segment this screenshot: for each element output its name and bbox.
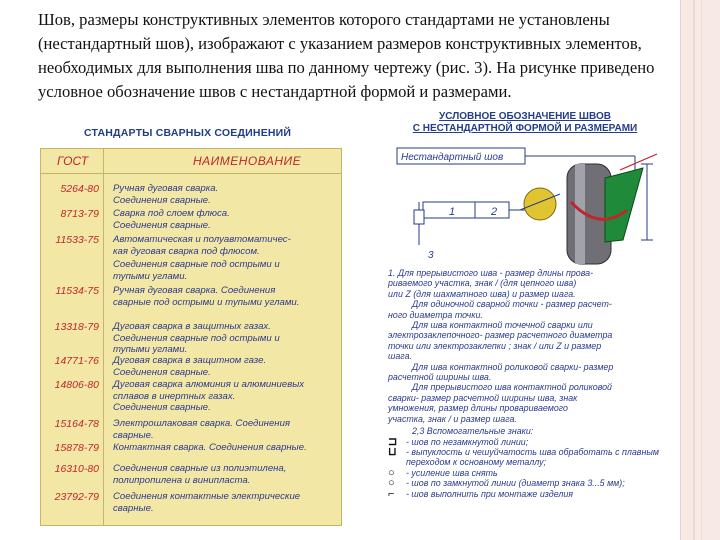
name-line: Дуговая сварка в защитном газе. bbox=[113, 355, 267, 366]
gost-name bbox=[113, 442, 339, 454]
symbols-title bbox=[410, 111, 640, 135]
aux-item-text: - шов по незамкнутой линии; bbox=[406, 436, 529, 447]
standards-table bbox=[40, 148, 342, 526]
gost-code: 14771-76 bbox=[54, 355, 99, 367]
note-line: Для прерывистого шва контактной роликовой bbox=[412, 382, 612, 393]
note-line: Для шва контактной роликовой сварки- размер bbox=[412, 361, 614, 372]
note-line: электрозаклепочного- размер расчетного диаметра bbox=[388, 330, 613, 341]
header-gost: ГОСТ bbox=[57, 154, 89, 168]
name-line: полипропилена и винипласта. bbox=[113, 474, 251, 486]
note-line: расчетной ширины шва. bbox=[388, 372, 492, 383]
gost-name bbox=[113, 234, 339, 257]
gost-name bbox=[113, 418, 339, 441]
aux-item-text: - выпуклость и чешуйчатость шва обработать с плавным переходом к основному металлу; bbox=[406, 446, 659, 468]
gost-code: 16310-80 bbox=[54, 463, 99, 475]
aux-item-text: - шов выполнить при монтаже изделия bbox=[406, 488, 574, 499]
gost-name bbox=[113, 491, 339, 514]
callout-2: 2 bbox=[491, 206, 498, 218]
aux-item bbox=[388, 437, 673, 447]
note-line: риваемого участка, знак / (для цепного шва) bbox=[388, 278, 577, 289]
note-line: Для шва контактной точечной сварки или bbox=[412, 320, 593, 331]
gost-name bbox=[113, 285, 339, 308]
name-line: тупыми углами. bbox=[113, 344, 188, 355]
name-line: тупыми углами. bbox=[113, 270, 188, 282]
border-rule-thin bbox=[701, 0, 702, 540]
pipe-body bbox=[567, 164, 611, 264]
symbols-title-line: С НЕСТАНДАРТНОЙ ФОРМОЙ И РАЗМЕРАМИ bbox=[412, 123, 638, 134]
standards-title: СТАНДАРТЫ СВАРНЫХ СОЕДИНЕНИЙ bbox=[84, 127, 292, 139]
label-box-text: Нестандартный шов bbox=[401, 152, 504, 163]
note-line: умножения, размер длины провариваемого bbox=[388, 403, 568, 414]
intro-paragraph: Шов, размеры конструктивных элементов которого стандартами не установлены (нестандартный шов), изображают с указанием размеров конструктивных элементов, необходимых для выполнения шва по данному чертежу (рис. 3). На рисунке приведено условное обозначение швов с нестандартной формой и размерами. bbox=[38, 10, 655, 101]
name-line: кая дуговая сварка под флюсом. bbox=[113, 245, 260, 257]
symbols-title-line: УСЛОВНОЕ ОБОЗНАЧЕНИЕ ШВОВ bbox=[439, 111, 611, 122]
aux-title: 2,3 Вспомогательные знаки: bbox=[412, 426, 534, 437]
name-line: сварные. bbox=[113, 429, 154, 441]
note-line: или Z (для шахматного шва) и размер шага. bbox=[388, 288, 576, 299]
field-weld-icon: ⌐ bbox=[388, 487, 395, 500]
name-line: сварные. bbox=[113, 502, 154, 514]
gost-code: 5264-80 bbox=[60, 183, 99, 195]
name-line: Соединения сварные под острыми и bbox=[113, 332, 280, 344]
gost-code: 15878-79 bbox=[54, 442, 99, 454]
gost-name bbox=[113, 183, 339, 206]
symbol-notes bbox=[388, 268, 673, 499]
note-line: участка, знак / и размер шага. bbox=[388, 413, 517, 424]
name-line: Соединения сварные из полиэтилена, bbox=[113, 463, 287, 474]
remove-reinforcement-icon: ○ bbox=[388, 466, 395, 479]
name-line: Автоматическая и полуавтоматичес- bbox=[113, 234, 291, 245]
gost-code: 14806-80 bbox=[54, 379, 99, 391]
aux-item bbox=[388, 468, 673, 478]
name-line: Соединения сварные. bbox=[113, 194, 211, 206]
gost-name bbox=[113, 208, 339, 231]
name-line: сплавов в инертных газах. bbox=[113, 390, 236, 402]
note-line: ного диаметра точки. bbox=[388, 309, 483, 320]
note-line: сварки- размер расчетной ширины шва, знак bbox=[388, 392, 578, 403]
gost-name bbox=[113, 379, 339, 414]
weld-circle-symbol bbox=[524, 188, 556, 220]
aux-item bbox=[388, 489, 673, 499]
name-line: Соединения сварные. bbox=[113, 366, 211, 378]
border-rule bbox=[693, 0, 695, 540]
note-line: точки или электрозаклепки ; знак / или Z и размер bbox=[388, 340, 602, 351]
gost-code: 8713-79 bbox=[60, 208, 99, 220]
name-line: Ручная дуговая сварка. bbox=[113, 183, 219, 194]
name-line: Электрошлаковая сварка. Соединения bbox=[113, 418, 291, 429]
callout-3: 3 bbox=[428, 250, 434, 261]
note-line: 1. Для прерывистого шва - размер длины прова- bbox=[388, 268, 594, 278]
gost-name bbox=[113, 463, 339, 486]
gost-code: 11533-75 bbox=[55, 234, 99, 246]
note-line: шага. bbox=[388, 351, 412, 362]
gost-name bbox=[113, 259, 339, 282]
weld-bead bbox=[605, 168, 643, 242]
name-line: Соединения сварные под острыми и bbox=[113, 259, 280, 270]
callout-1: 1 bbox=[449, 206, 456, 218]
table-header bbox=[41, 149, 341, 174]
gost-name bbox=[113, 355, 339, 378]
aux-item bbox=[388, 478, 673, 488]
gost-code: 13318-79 bbox=[54, 321, 99, 333]
aux-item-text: - шов по замкнутой линии (диаметр знака 3...5 мм); bbox=[406, 478, 625, 489]
name-line: Дуговая сварка в защитных газах. bbox=[113, 321, 271, 332]
gost-name bbox=[113, 321, 339, 356]
aux-sign-box bbox=[414, 210, 424, 224]
name-line: Сварка под слоем флюса. bbox=[113, 208, 230, 219]
name-line: Дуговая сварка алюминия и алюминиевых bbox=[113, 379, 305, 390]
gost-code: 23792-79 bbox=[54, 491, 99, 503]
name-line: Соединения сварные. bbox=[113, 219, 211, 231]
gost-code: 11534-75 bbox=[55, 285, 99, 297]
smooth-transition-icon: ⊔ bbox=[388, 445, 397, 458]
slide-side-border bbox=[680, 0, 720, 540]
gost-code: 15164-78 bbox=[54, 418, 99, 430]
aux-item-text: - усиление шва снять bbox=[406, 467, 498, 478]
name-line: Ручная дуговая сварка. Соединения bbox=[113, 285, 276, 296]
name-line: Соединения контактные электрические bbox=[113, 491, 301, 502]
name-line: Контактная сварка. Соединения сварные. bbox=[113, 442, 307, 453]
header-name: НАИМЕНОВАНИЕ bbox=[193, 154, 302, 168]
open-line-weld-icon: ⊐ bbox=[388, 435, 398, 448]
aux-item bbox=[388, 447, 673, 468]
table-column-divider bbox=[103, 149, 104, 525]
note-line: Для одиночной сварной точки - размер расчет- bbox=[412, 299, 612, 310]
name-line: сварные под острыми и тупыми углами. bbox=[113, 296, 300, 308]
closed-line-weld-icon: ○ bbox=[388, 477, 395, 490]
weld-symbol-diagram bbox=[395, 140, 670, 270]
name-line: Соединения сварные. bbox=[113, 402, 211, 413]
